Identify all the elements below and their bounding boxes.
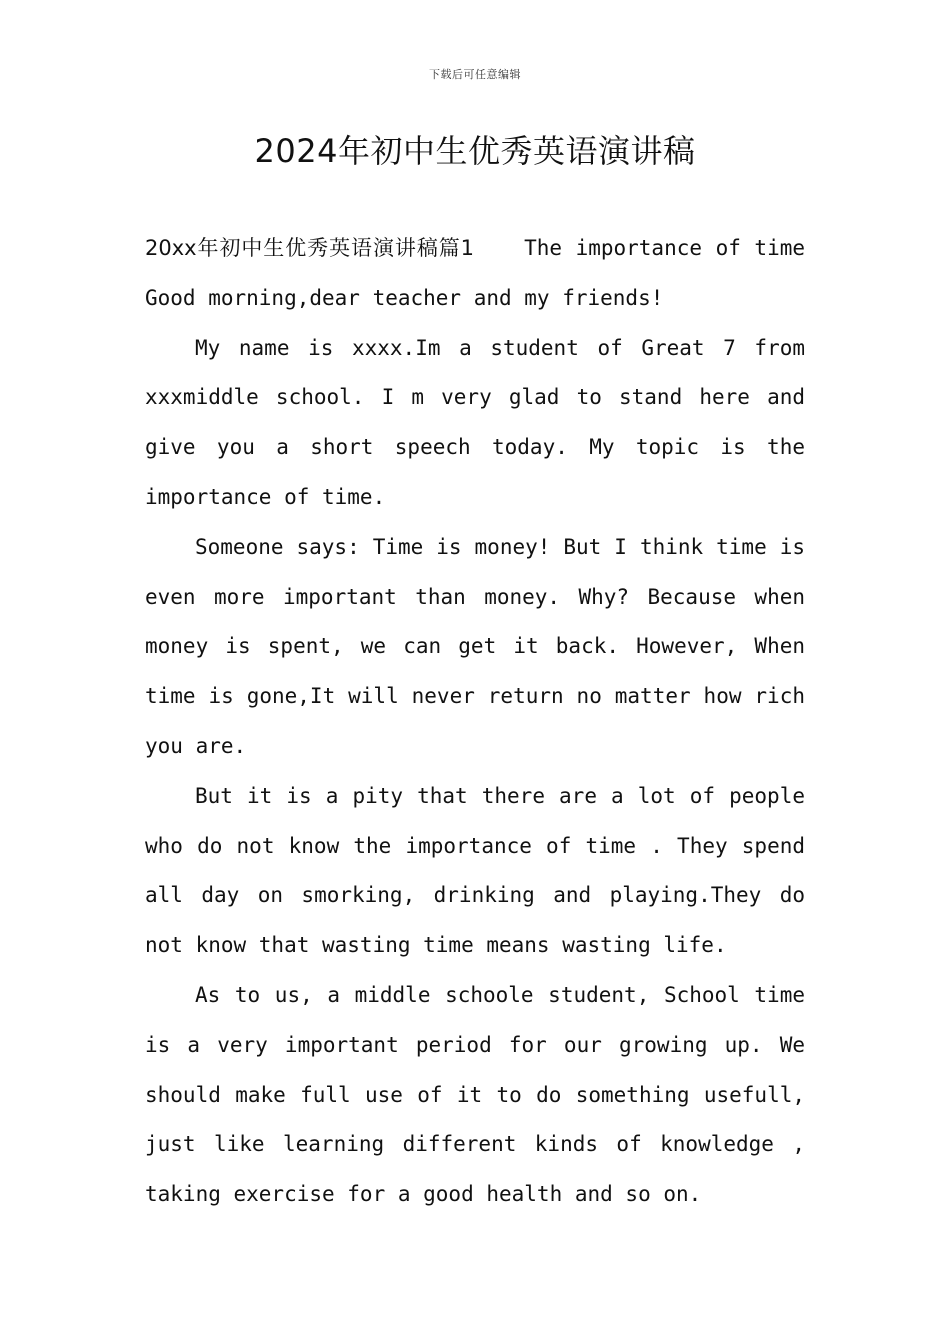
document-title: 2024年初中生优秀英语演讲稿 xyxy=(254,132,696,170)
paragraph-1: My name is xxxx.Im a student of Great 7 from xxxmiddle school. I m very glad to stand here and give you a short speech today. My topic is the importance of time. xyxy=(145,335,805,509)
header-note: 下载后可任意编辑 xyxy=(429,68,521,81)
paragraph-3: But it is a pity that there are a lot of people who do not know the importance of time . They spend all day on smorking, drinking and playing.They do not know that wasting time means wasting life. xyxy=(145,783,805,958)
paragraph-2: Someone says: Time is money! But I think time is even more important than money. Why? Because when money is spent, we can get it back. However, When time is gone,It will never return no matter how rich you are. xyxy=(145,534,805,758)
section-heading: 20xx年初中生优秀英语演讲稿篇1 xyxy=(145,236,475,260)
document-body xyxy=(145,224,805,1220)
section-intro-paragraph xyxy=(145,224,805,324)
paragraph-4: As to us, a middle schoole student, School time is a very important period for our growing up. We should make full use of it to do something usefull, just like learning different kinds of knowledge , taking exercise for a good health and so on. xyxy=(145,982,805,1207)
section-opening: The importance of time Good morning,dear teacher and my friends! xyxy=(145,236,806,310)
